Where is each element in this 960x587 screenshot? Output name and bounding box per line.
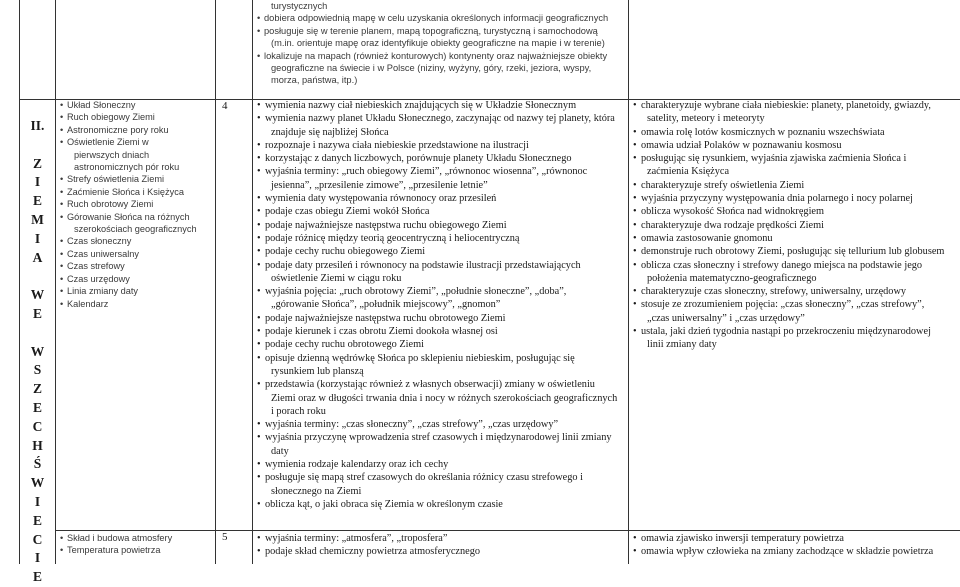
list-item: • podaje czas obiegu Ziemi wokół Słońca	[257, 205, 627, 218]
top-row-skills	[257, 0, 625, 87]
list-item: • demonstruje ruch obrotowy Ziemi, posługując się tellurium lub globusem	[633, 245, 958, 258]
list-item: • oblicza czas słoneczny i strefowy danego miejsca na podstawie jego	[633, 259, 958, 272]
list-item: • wyjaśnia terminy: „atmosfera”, „troposfera”	[257, 532, 627, 545]
list-item: • wyjaśnia terminy: „czas słoneczny”, „czas strefowy”, „czas urzędowy”	[257, 418, 627, 431]
part-label-char: E	[32, 305, 42, 321]
part-label-char: E	[32, 512, 42, 528]
extended-requirements-cell	[633, 532, 958, 559]
part-label-char: Ś	[33, 456, 42, 472]
list-item: • wyjaśnia pojęcia: „ruch obrotowy Ziemi”, „południe słoneczne”, „doba”,	[257, 285, 627, 298]
list-item: i porach roku	[271, 405, 326, 417]
topic-item: • Skład i budowa atmosfery	[60, 532, 212, 544]
list-item: turystycznych	[271, 1, 328, 11]
part-label-char: Z	[32, 155, 42, 171]
part-label-char: A	[32, 249, 43, 265]
list-item: • stosuje ze zrozumieniem pojęcia: „czas słoneczny”, „czas strefowy”,	[633, 298, 958, 311]
list-item: • dobiera odpowiednią mapę w celu uzyskania określonych informacji geograficznych	[257, 12, 625, 24]
list-item: • omawia zastosowanie gnomonu	[633, 232, 958, 245]
list-item: • posługuje się mapą stref czasowych do określania różnicy czasu strefowego i	[257, 471, 627, 484]
list-item: • wymienia nazwy planet Układu Słonecznego, zaczynając od nazwy tej planety, która	[257, 112, 627, 125]
list-item: • omawia wpływ człowieka na zmiany zachodzące w składzie powietrza	[633, 545, 958, 558]
topic-item: • Temperatura powietrza	[60, 544, 212, 556]
list-item: • podaje różnicę między teorią geocentryczną i heliocentryczną	[257, 232, 627, 245]
list-item: • podaje kierunek i czas obrotu Ziemi dookoła własnej osi	[257, 325, 627, 338]
part-label-char: I	[34, 174, 41, 190]
topic-item: • Górowanie Słońca na różnych	[60, 211, 212, 223]
part-label-char: E	[32, 569, 42, 585]
list-item: • ustala, jaki dzień tygodnia nastąpi po przekroczeniu międzynarodowej	[633, 325, 958, 338]
topic-item: szerokościach geograficznych	[74, 224, 197, 235]
list-item: morza, państwa, itp.)	[271, 75, 358, 86]
topic-item: • Kalendarz	[60, 298, 212, 310]
list-item: • omawia udział Polaków w poznawaniu kosmosu	[633, 139, 958, 152]
part-label-char: C	[32, 531, 43, 547]
list-item: • posługuje się w terenie planem, mapą topograficzną, turystyczną i samochodową	[257, 25, 625, 37]
part-label-char: II.	[30, 118, 45, 133]
list-item: • podaje daty przesileń i równonocy na podstawie ilustracji przedstawiających	[257, 259, 627, 272]
list-item: • lokalizuje na mapach (również konturowych) kontynenty oraz najważniejsze obiekty	[257, 50, 625, 62]
topic-item: pierwszych dniach	[74, 149, 150, 160]
list-item: satelity, meteory i meteoryty	[647, 113, 765, 125]
list-item: • opisuje dzienną wędrówkę Słońca po sklepieniu niebieskim, posługując się	[257, 352, 627, 365]
part-label-char: W	[30, 343, 45, 359]
grid-line	[215, 0, 216, 564]
basic-requirements-cell	[257, 532, 627, 559]
topic-item: astronomicznych pór roku	[74, 162, 180, 173]
topic-item: • Czas słoneczny	[60, 235, 212, 247]
list-item: oświetlenie Ziemi w ciągu roku	[271, 272, 402, 284]
hours-value: 4	[222, 100, 228, 112]
list-item: jesienna”, „przesilenie zimowe”, „przesilenie letnie”	[271, 179, 488, 191]
part-label-char: W	[30, 287, 45, 303]
topic-item: • Oświetlenie Ziemi w	[60, 136, 212, 148]
list-item: • podaje najważniejsze następstwa ruchu obiegowego Ziemi	[257, 219, 627, 232]
part-label-char: C	[32, 418, 43, 434]
part-label-char: I	[34, 493, 41, 509]
list-item: • podaje najważniejsze następstwa ruchu obrotowego Ziemi	[257, 312, 627, 325]
list-item: • podaje cechy ruchu obiegowego Ziemi	[257, 245, 627, 258]
list-item: • wymienia rodzaje kalendarzy oraz ich cechy	[257, 458, 627, 471]
row-divider	[55, 530, 960, 531]
grid-line	[252, 0, 253, 564]
list-item: • charakteryzuje strefy oświetlenia Ziemi	[633, 179, 958, 192]
list-item: • wyjaśnia terminy: „ruch obiegowy Ziemi”, „równonoc wiosenna”, „równonoc	[257, 165, 627, 178]
part-label-char	[20, 324, 55, 343]
list-item: • charakteryzuje wybrane ciała niebieskie: planety, planetoidy, gwiazdy,	[633, 99, 958, 112]
topic-item: • Strefy oświetlenia Ziemi	[60, 173, 212, 185]
list-item: • oblicza wysokość Słońca nad widnokręgiem	[633, 205, 958, 218]
part-label-char: M	[31, 211, 44, 227]
part-label-char: I	[34, 550, 41, 566]
list-item: • oblicza kąt, o jaki obraca się Ziemia w określonym czasie	[257, 498, 627, 511]
list-item: rysunkiem lub planszą	[271, 365, 364, 377]
list-item: • posługując się rysunkiem, wyjaśnia zjawiska zaćmienia Słońca i	[633, 152, 958, 165]
list-item: • podaje skład chemiczny powietrza atmosferycznego	[257, 545, 627, 558]
topic-item: • Astronomiczne pory roku	[60, 124, 212, 136]
list-item: • omawia rolę lotów kosmicznych w poznaniu wszechświata	[633, 126, 958, 139]
topic-item: • Czas uniwersalny	[60, 248, 212, 260]
list-item: „czas uniwersalny” i „czas urzędowy”	[647, 312, 805, 324]
list-item: • wyjaśnia przyczynę wprowadzenia stref czasowych i międzynarodowej linii zmiany	[257, 431, 627, 444]
part-label-char: H	[32, 437, 43, 453]
topic-item: • Zaćmienie Słońca i Księżyca	[60, 186, 212, 198]
list-item: daty	[271, 445, 289, 457]
list-item: • charakteryzuje czas słoneczny, strefowy, uniwersalny, urzędowy	[633, 285, 958, 298]
list-item: • wymienia daty występowania równonocy oraz przesileń	[257, 192, 627, 205]
list-item: • wymienia nazwy ciał niebieskich znajdujących się w Układzie Słonecznym	[257, 99, 627, 112]
list-item: • omawia zjawisko inwersji temperatury powietrza	[633, 532, 958, 545]
list-item: zaćmienia Księżyca	[647, 166, 730, 178]
list-item: • rozpoznaje i nazywa ciała niebieskie przedstawione na ilustracji	[257, 139, 627, 152]
extended-requirements-cell	[633, 99, 958, 352]
list-item: „górowanie Słońca”, „południk miejscowy”, „gnomon”	[271, 299, 501, 311]
topic-item: • Ruch obiegowy Ziemi	[60, 111, 212, 123]
topic-item: • Ruch obrotowy Ziemi	[60, 198, 212, 210]
hours-value: 5	[222, 531, 228, 543]
topic-item: • Czas urzędowy	[60, 273, 212, 285]
list-item: (m.in. orientuje mapę oraz identyfikuje obiekty geograficzne na mapie i w terenie)	[271, 38, 605, 49]
list-item: • przedstawia (korzystając również z własnych obserwacji) zmiany w oświetleniu	[257, 378, 627, 391]
list-item: Ziemi oraz w długości trwania dnia i nocy w różnych szerokościach geograficznych	[271, 392, 618, 404]
basic-requirements-cell	[257, 99, 627, 511]
list-item: znajduje się najbliżej Słońca	[271, 126, 389, 138]
list-item: • charakteryzuje dwa rodzaje prędkości Ziemi	[633, 219, 958, 232]
topic-item: • Układ Słoneczny	[60, 99, 212, 111]
grid-line	[628, 0, 629, 564]
topic-item: • Linia zmiany daty	[60, 285, 212, 297]
part-label-char	[20, 136, 55, 155]
topic-item: • Czas strefowy	[60, 260, 212, 272]
part-label-char	[20, 267, 55, 286]
part-label-char: E	[32, 399, 42, 415]
list-item: • podaje cechy ruchu obrotowego Ziemi	[257, 338, 627, 351]
part-label-char: S	[33, 362, 42, 378]
part-label	[20, 117, 55, 587]
grid-line	[55, 0, 56, 564]
part-label-char: W	[30, 475, 45, 491]
topics-cell	[60, 532, 212, 557]
list-item: słonecznego na Ziemi	[271, 485, 362, 497]
list-item: geograficzne na świecie i w Polsce (niziny, wyżyny, góry, rzeki, jeziora, wyspy,	[271, 63, 592, 74]
list-item: • korzystając z danych liczbowych, porównuje planety Układu Słonecznego	[257, 152, 627, 165]
part-label-char: I	[34, 230, 41, 246]
part-label-char: E	[32, 193, 42, 209]
list-item: • wyjaśnia przyczyny występowania dnia polarnego i nocy polarnej	[633, 192, 958, 205]
topics-cell	[60, 99, 212, 310]
part-label-char: Z	[32, 381, 42, 397]
list-item: położenia matematyczno-geograficznego	[647, 272, 817, 284]
list-item: linii zmiany daty	[647, 339, 717, 351]
